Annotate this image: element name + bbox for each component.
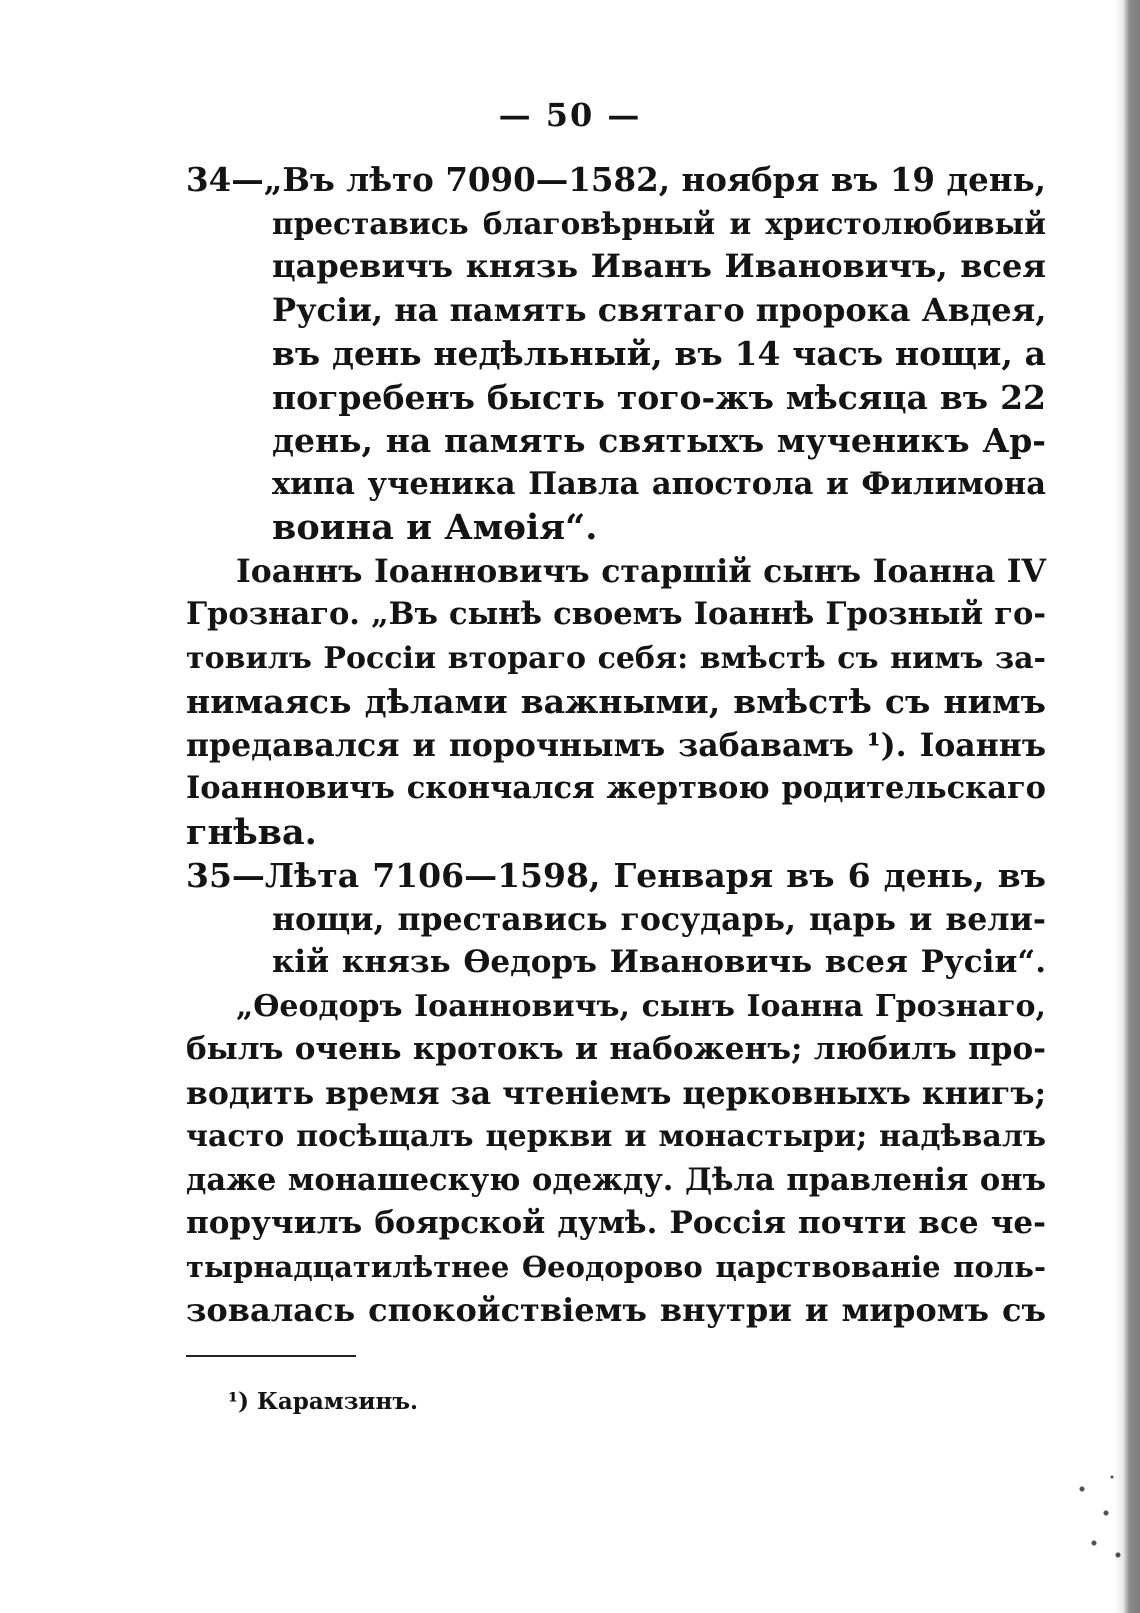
- footnote-rule: [186, 1355, 356, 1357]
- text-line: часто посѣщалъ церкви и монастыри; надѣвалъ: [186, 1119, 1046, 1154]
- text-line: водить время за чтеніемъ церковныхъ книгъ;: [186, 1074, 1047, 1112]
- page-number: — 50 —: [498, 96, 642, 134]
- text-line: въ день недѣльный, въ 14 часъ нощи, а: [272, 334, 1046, 373]
- text-line: царевичъ князь Иванъ Ивановичъ, всея: [272, 247, 1046, 285]
- text-line: поручилъ боярской думѣ. Россія почти все че-: [186, 1205, 1046, 1241]
- page-edge-shadow: [1114, 0, 1140, 1613]
- text-line: зовалась спокойствіемъ внутри и миромъ съ: [186, 1291, 1046, 1329]
- text-line: нимаясь дѣлами важными, вмѣстѣ съ нимъ: [186, 682, 1046, 721]
- text-line: преставись благовѣрный и христолюбивый: [272, 205, 1046, 241]
- text-line: день, на память святыхъ мученикъ Ар-: [272, 421, 1046, 460]
- text-line: погребенъ бысть того-жъ мѣсяца въ 22: [272, 377, 1046, 417]
- text-line: Русіи, на память святаго пророка Авдея,: [272, 290, 1047, 329]
- text-line: гнѣва.: [186, 811, 317, 853]
- scan-specks: [1070, 1453, 1130, 1573]
- text-line: тырнадцатилѣтнее Ѳеодорово царствованіе поль-: [186, 1249, 1046, 1284]
- text-line: Іоаннъ Іоанновичъ старшій сынъ Іоанна IV: [236, 552, 1046, 590]
- text-line: предавался и порочнымъ забавамъ ¹). Іоаннъ: [186, 726, 1046, 764]
- text-line: товилъ Россіи втораго себя: вмѣстѣ съ нимъ за-: [186, 640, 1046, 676]
- body-text: [186, 158, 1046, 1333]
- text-line: кій князь Ѳедоръ Ивановичь всея Русіи“.: [272, 944, 1046, 980]
- text-line: 34—„Въ лѣто 7090—1582, ноября въ 19 день,: [186, 160, 1046, 199]
- text-line: хипа ученика Павла апостола и Филимона: [272, 465, 1046, 502]
- text-line: былъ очень кротокъ и набоженъ; любилъ про-: [186, 1031, 1046, 1067]
- text-line: „Ѳеодоръ Іоанновичъ, сынъ Іоанна Грознаго,: [236, 988, 1046, 1024]
- footnote: ¹) Карамзинъ.: [228, 1388, 418, 1415]
- text-line: Грознаго. „Въ сынѣ своемъ Іоаннѣ Грозный го-: [186, 596, 1046, 632]
- text-line: Іоанновичъ скончался жертвою родительскаго: [186, 770, 1046, 806]
- text-line: воина и Амѳія“.: [272, 507, 598, 548]
- text-line: нощи, преставись государь, царь и вели-: [272, 900, 1046, 938]
- text-line: даже монашескую одежду. Дѣла правленія онъ: [186, 1161, 1046, 1198]
- text-line: 35—Лѣта 7106—1598, Генваря въ 6 день, въ: [186, 856, 1046, 895]
